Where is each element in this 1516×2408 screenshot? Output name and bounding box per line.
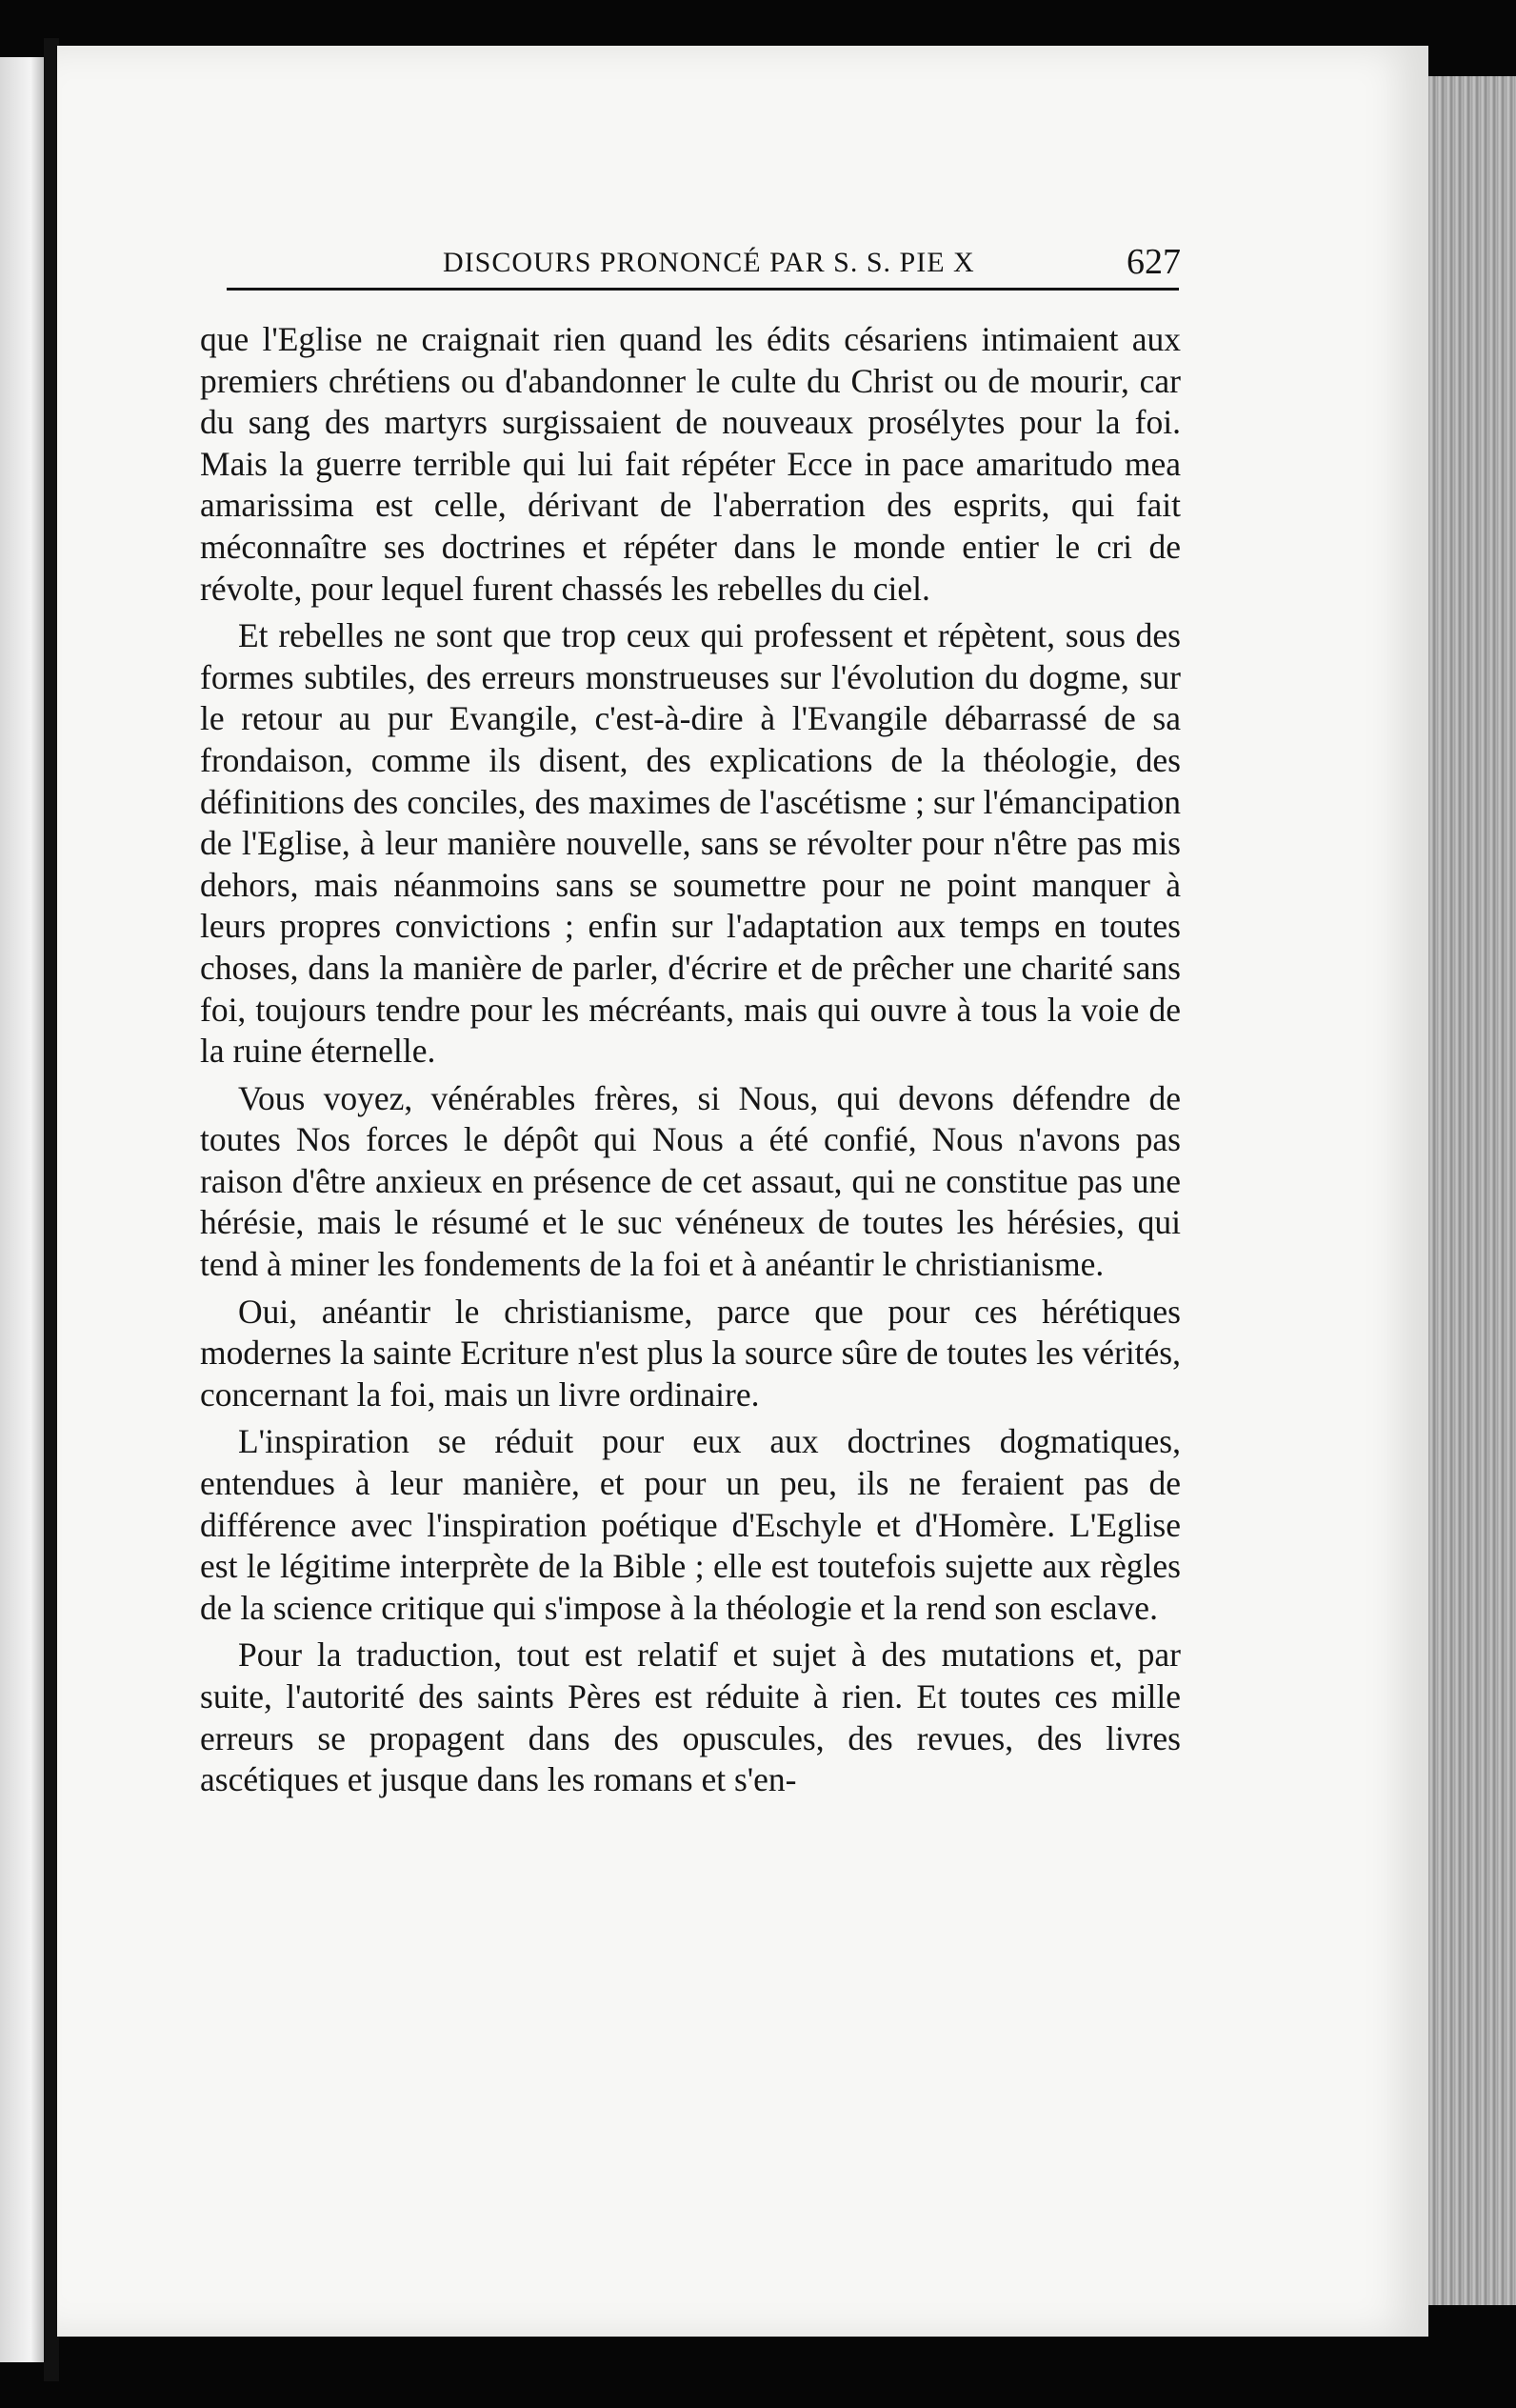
left-page-edge: [0, 57, 44, 2362]
paragraph-6: Pour la traduction, tout est relatif et sujet à des mutations et, par suite, l'autorité des saints Pères est réduite à rien. Et toutes ces mille erreurs se propagent dans des opuscules, des revues, des livres ascétiques et jusque dans les romans et s'en-: [200, 1635, 1181, 1799]
page-header: [229, 233, 1181, 287]
body-text: [200, 319, 1181, 1801]
paragraph-1: que l'Eglise ne craignait rien quand les édits césariens intimaient aux premiers chrétiens ou d'abandonner le culte du Christ ou de mourir, car du sang des martyrs surgissaient de nouveaux prosélytes pour la foi. Mais la guerre terrible qui lui fait répéter Ecce in pace amaritudo mea amarissima est celle, dérivant de l'aberration des esprits, qui fait méconnaître ses doctrines et répéter dans le monde entier le cri de révolte, pour lequel furent chassés les rebelles du ciel.: [200, 320, 1181, 608]
paragraph-3: Vous voyez, vénérables frères, si Nous, qui devons défendre de toutes Nos forces le dépôt qui Nous a été confié, Nous n'avons pas raison d'être anxieux en présence de cet assaut, qui ne constitue pas une hérésie, mais le résumé et le suc vénéneux de toutes les hérésies, qui tend à miner les fondements de la foi et à anéantir le christianisme.: [200, 1078, 1181, 1284]
page-number: 627: [1127, 242, 1181, 282]
page-stack-edge: [1428, 76, 1516, 2305]
paragraph-4: Oui, anéantir le christianisme, parce que pour ces hérétiques modernes la sainte Ecriture n'est plus la source sûre de toutes les vérités, concernant la foi, mais un livre ordinaire.: [200, 1292, 1181, 1414]
running-title: DISCOURS PRONONCÉ PAR S. S. PIE X: [443, 247, 975, 278]
paragraph-2: Et rebelles ne sont que trop ceux qui professent et répètent, sous des formes subtiles, des erreurs monstrueuses sur l'évolution du dogme, sur le retour au pur Evangile, c'est-à-dire à l'Evangile débarrassé de sa frondaison, comme ils disent, des explications de la théologie, des définitions des conciles, des maximes de l'ascétisme ; sur l'émancipation de l'Eglise, à leur manière nouvelle, sans se révolter pour n'être pas mis dehors, mais néanmoins sans se soumettre pour ne point manquer à leurs propres convictions ; enfin sur l'adaptation aux temps en toutes choses, dans la manière de parler, d'écrire et de prêcher une charité sans foi, toujours tendre pour les mécréants, mais qui ouvre à tous la voie de la ruine éternelle.: [200, 616, 1181, 1071]
paragraph-5: L'inspiration se réduit pour eux aux doctrines dogmatiques, entendues à leur manière, et pour un peu, ils ne feraient pas de différence avec l'inspiration poétique d'Eschyle et d'Homère. L'Eglise est le légitime interprète de la Bible ; elle est toutefois sujette aux règles de la science critique qui s'impose à la théologie et la rend son esclave.: [200, 1422, 1181, 1627]
header-rule: [227, 288, 1179, 291]
